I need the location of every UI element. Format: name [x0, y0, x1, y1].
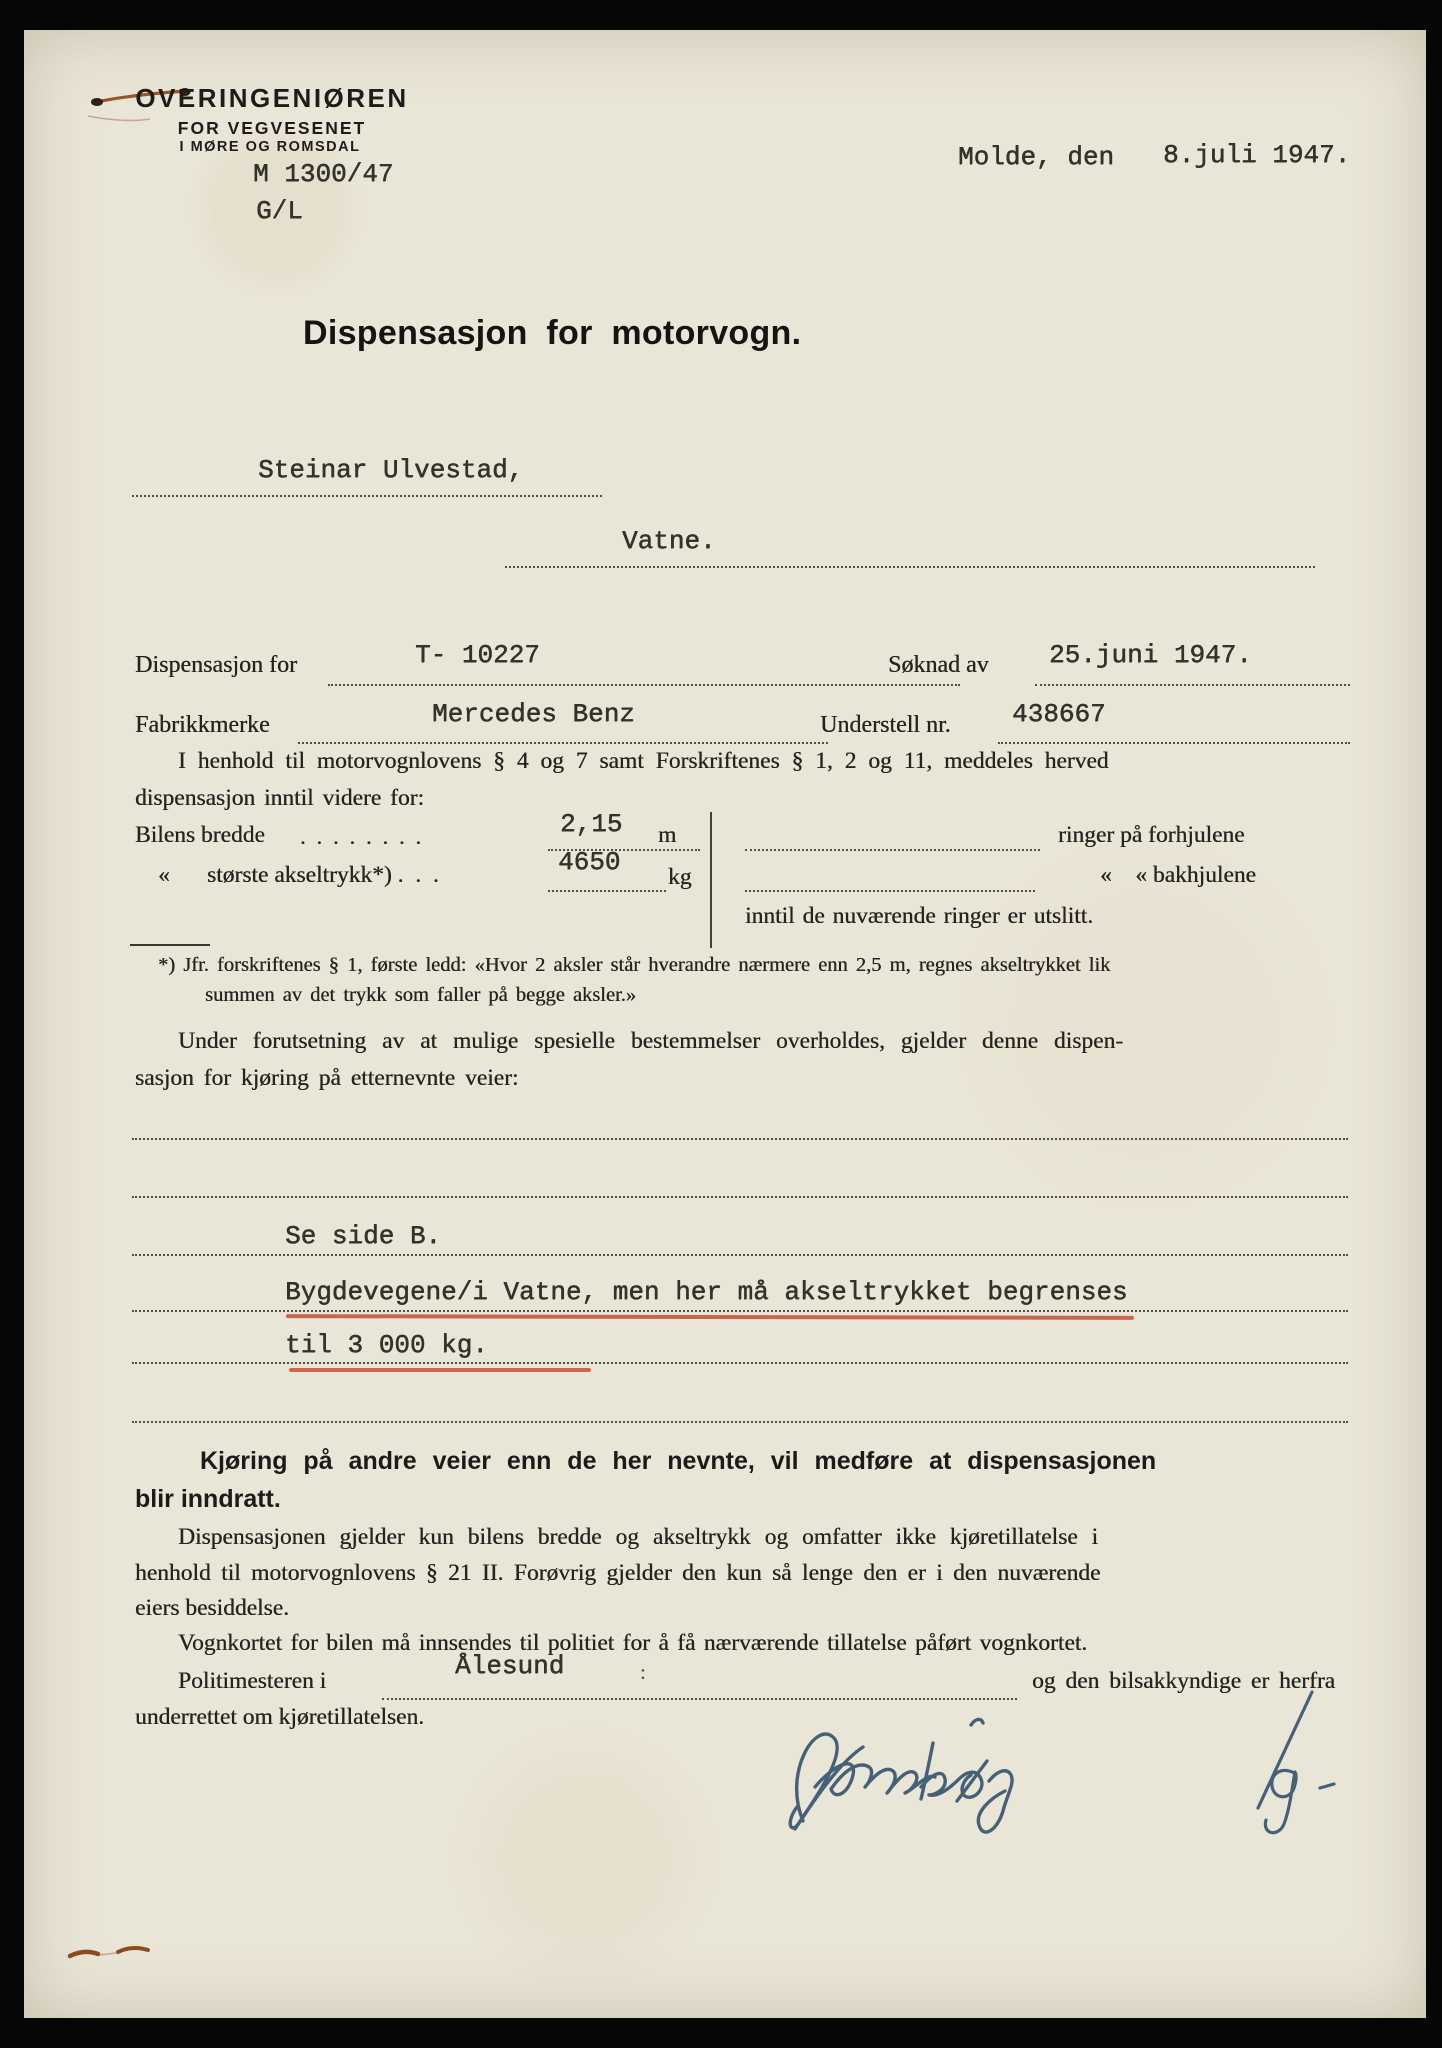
intro-line-2: dispensasjon inntil videre for: — [135, 785, 424, 811]
footnote-separator — [130, 944, 210, 946]
understell-label: Understell nr. — [820, 712, 951, 738]
aksel-unit: kg — [668, 864, 692, 890]
dispensasjon-value: T- 10227 — [415, 640, 540, 670]
dotted-line — [548, 890, 666, 892]
roads-line-2: Bygdevegene/i Vatne, men her må akseltrykket begrenses — [285, 1277, 1128, 1307]
footnote-line-2: summen av det trykk som faller på begge aksler.» — [205, 984, 637, 1006]
staple-mark-bottom — [60, 1938, 180, 1972]
police-right-text: og den bilsakkyndige er herfra — [1032, 1668, 1336, 1694]
condition-line-2: sasjon for kjøring på etternevnte veier: — [135, 1065, 519, 1091]
understell-value: 438667 — [1012, 699, 1106, 729]
vognkort-line: Vognkortet for bilen må innsendes til politiet for å få nærværende tillatelse påført vognkortet. — [178, 1630, 1088, 1656]
journal-number: M 1300/47 — [253, 159, 394, 189]
column-divider — [710, 812, 712, 948]
soknad-value: 25.juni 1947. — [1049, 640, 1252, 670]
dotted-line — [1035, 684, 1350, 686]
dotted-line — [328, 684, 960, 686]
dotted-line — [998, 742, 1350, 744]
utslitt-text: inntil de nuværende ringer er utslitt. — [745, 903, 1094, 929]
roads-line-1: Se side B. — [285, 1221, 442, 1251]
letterhead-agency: FOR VEGVESENET — [177, 118, 367, 138]
letterhead-district: I MØRE OG ROMSDAL — [179, 139, 361, 155]
footnote-line-1: *) Jfr. forskriftenes § 1, første ledd: «Hvor 2 aksler står hverandre nærmere enn 2,5 m, regnes akseltrykket lik — [158, 954, 1111, 976]
warning-line-2: blir inndratt. — [135, 1485, 281, 1513]
bredde-dots: . . . . . . . . — [300, 824, 421, 849]
dotted-line — [132, 1362, 1348, 1364]
clerk-initials: G/L — [256, 196, 303, 226]
terms-line-3: eiers besiddelse. — [135, 1595, 290, 1621]
recipient-name: Steinar Ulvestad, — [258, 455, 524, 485]
aksel-label: største akseltrykk*) . . . — [207, 862, 439, 888]
condition-line-1: Under forutsetning av at mulige spesielle bestemmelser overholdes, gjelder denne dispen- — [178, 1028, 1124, 1054]
dateline-date: 8.juli 1947. — [1163, 140, 1351, 170]
dotted-line — [298, 742, 828, 744]
terms-line-1: Dispensasjonen gjelder kun bilens bredde og akseltrykk og omfatter ikke kjøretillatelse i — [178, 1524, 1099, 1550]
police-value: Ålesund — [455, 1651, 565, 1681]
dotted-line — [132, 1138, 1348, 1140]
dotted-line — [132, 1421, 1348, 1423]
dotted-line — [505, 566, 1315, 568]
letterhead-office: OVERINGENIØREN — [135, 83, 409, 113]
recipient-address: Vatne. — [622, 526, 716, 556]
fabrikkmerke-value: Mercedes Benz — [432, 699, 635, 729]
dateline-place: Molde, den — [958, 142, 1115, 172]
dispensasjon-label: Dispensasjon for — [135, 652, 297, 678]
dotted-line — [132, 1310, 1348, 1312]
signature-ink — [775, 1703, 1105, 1858]
bakhjul-text: « « bakhjulene — [1100, 862, 1256, 888]
dotted-line — [132, 1196, 1348, 1198]
dotted-line — [745, 849, 1040, 851]
aksel-value: 4650 — [558, 847, 621, 877]
dotted-line — [745, 890, 1035, 892]
initials-ink — [1238, 1686, 1343, 1841]
intro-line-1: I henhold til motorvognlovens § 4 og 7 samt Forskriftenes § 1, 2 og 11, meddeles herved — [178, 748, 1109, 774]
terms-line-2: henhold til motorvognlovens § 21 II. Forøvrig gjelder den kun så lenge den er i den nuværende — [135, 1560, 1101, 1586]
bredde-value: 2,15 — [560, 809, 623, 839]
dotted-line — [132, 495, 602, 497]
police-line-2: underrettet om kjøretillatelsen. — [135, 1704, 425, 1730]
police-colon: : — [640, 1662, 646, 1684]
warning-line-1: Kjøring på andre veier enn de her nevnte, vil medføre at dispensasjonen — [200, 1447, 1157, 1475]
aksel-prefix: « — [158, 862, 170, 888]
fabrikkmerke-label: Fabrikkmerke — [135, 712, 270, 738]
soknad-label: Søknad av — [888, 652, 989, 678]
forhjul-text: ringer på forhjulene — [1058, 822, 1245, 848]
police-label: Politimesteren i — [178, 1668, 327, 1694]
red-underline — [289, 1368, 591, 1372]
bredde-unit: m — [658, 822, 677, 848]
document-title: Dispensasjon for motorvogn. — [303, 314, 802, 352]
dotted-line — [132, 1254, 1348, 1256]
roads-line-3: til 3 000 kg. — [285, 1330, 488, 1360]
bredde-label: Bilens bredde — [135, 822, 265, 848]
dotted-line — [382, 1698, 1017, 1700]
